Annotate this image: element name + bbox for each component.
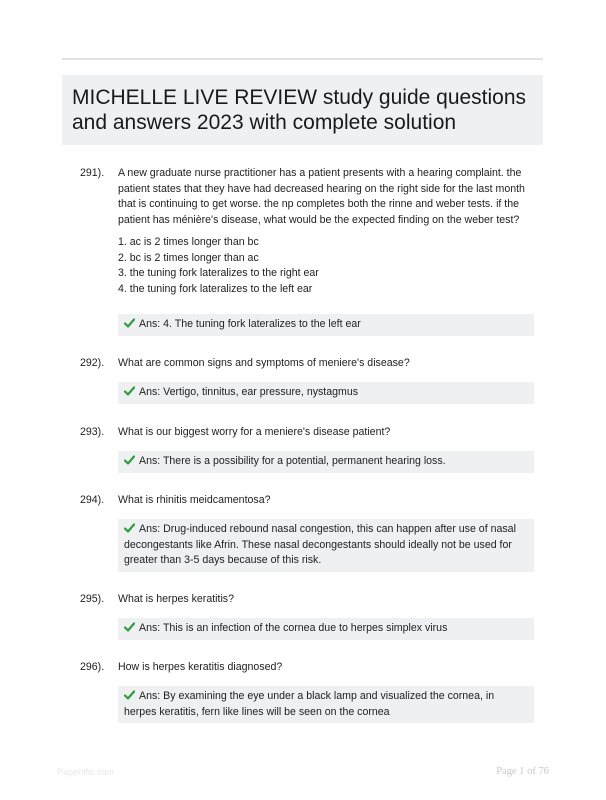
- answer-text: Ans: Drug-induced rebound nasal congestion, this can happen after use of nasal decongestants like Afrin. These nasal decongestants should ideally not be used for greater than 3-5 days because of this risk.: [124, 523, 516, 566]
- answer-box-295: [118, 618, 534, 640]
- top-divider: [62, 58, 543, 60]
- answer-box-292: [118, 382, 534, 404]
- check-icon: [124, 318, 135, 328]
- question-text-block: [118, 592, 534, 608]
- question-number: 292).: [80, 357, 105, 369]
- question-text-block: [118, 356, 534, 372]
- answer-text: Ans: Vertigo, tinnitus, ear pressure, nystagmus: [139, 386, 359, 398]
- question-number: 295).: [80, 593, 105, 605]
- option-item: 2. bc is 2 times longer than ac: [118, 251, 259, 264]
- answer-text: Ans: By examining the eye under a black lamp and visualized the cornea, in herpes keratitis, fern like lines will be seen on the cornea: [124, 690, 495, 718]
- answer-text: Ans: This is an infection of the cornea due to herpes simplex virus: [139, 622, 448, 634]
- question-number: 293).: [80, 426, 105, 438]
- option-item: 3. the tuning fork lateralizes to the right ear: [118, 267, 319, 279]
- question-text: How is herpes keratitis diagnosed?: [118, 661, 283, 673]
- answer-box-294: [118, 519, 534, 572]
- answer-text: Ans: There is a possibility for a potential, permanent hearing loss.: [139, 455, 446, 467]
- title-banner: [62, 75, 543, 145]
- question-text-block: [118, 166, 534, 297]
- question-number: 291).: [80, 167, 105, 179]
- question-text: What is herpes keratitis?: [118, 593, 234, 605]
- question-text: A new graduate nurse practitioner has a patient presents with a hearing complaint. the patient states that they have had decreased hearing on the right side for the last month that is continuing to get worse. the np completes both the rinne and weber tests. if the patient has ménière's disease, what would be the expected finding on the weber test?: [118, 167, 525, 226]
- answer-box-296: [118, 686, 534, 723]
- check-icon: [124, 455, 135, 465]
- question-number: 296).: [80, 661, 105, 673]
- page-title: MICHELLE LIVE REVIEW study guide questions and answers 2023 with complete solution: [72, 86, 527, 134]
- check-icon: [124, 386, 135, 396]
- question-text-block: [118, 660, 534, 676]
- question-number: 294).: [80, 494, 105, 506]
- question-text-block: [118, 493, 534, 509]
- answer-text: Ans: 4. The tuning fork lateralizes to the left ear: [139, 318, 361, 330]
- question-text: What is rhinitis meidcamentosa?: [118, 494, 271, 506]
- check-icon: [124, 622, 135, 632]
- answer-box-293: [118, 451, 534, 473]
- check-icon: [124, 523, 135, 533]
- answer-box-291: [118, 314, 534, 336]
- options-list: [118, 235, 534, 297]
- check-icon: [124, 690, 135, 700]
- question-text: What is our biggest worry for a meniere's disease patient?: [118, 426, 391, 438]
- question-text: What are common signs and symptoms of meniere's disease?: [118, 357, 410, 369]
- option-item: 4. the tuning fork lateralizes to the left ear: [118, 282, 313, 295]
- footer-watermark: Papertific.com: [57, 767, 115, 777]
- question-text-block: [118, 425, 534, 441]
- option-item: 1. ac is 2 times longer than bc: [118, 236, 259, 248]
- page-indicator: Page 1 of 76: [496, 766, 549, 777]
